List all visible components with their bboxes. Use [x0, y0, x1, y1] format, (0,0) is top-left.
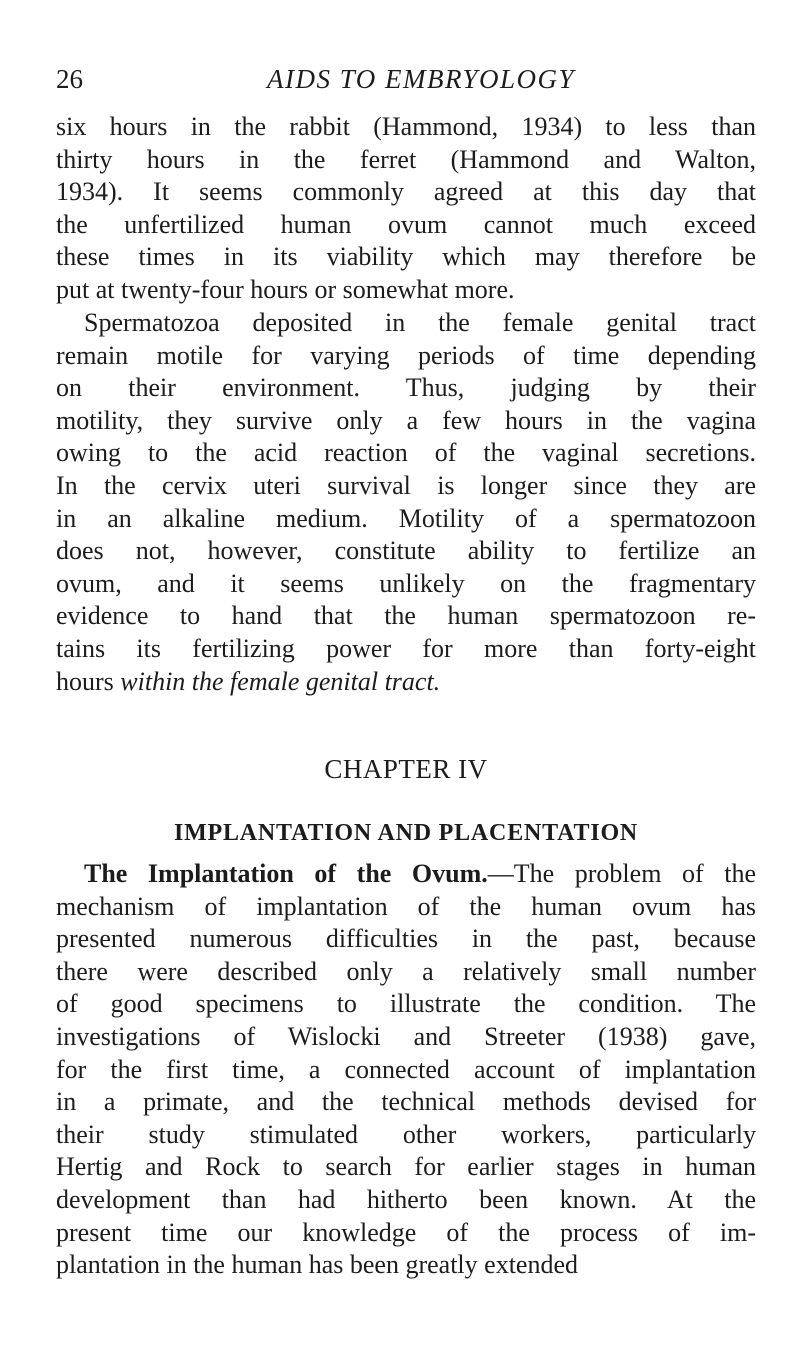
italic-text-run: within the female genital tract. [120, 666, 441, 696]
text-line: investigations of Wislocki and Streeter (1938) gave, [56, 1021, 756, 1051]
text-run: hours [56, 666, 121, 696]
chapter-number: CHAPTER IV [324, 754, 488, 784]
text-line: remain motile for varying periods of time depending [56, 340, 756, 370]
text-line: In the cervix uteri survival is longer since they are [56, 470, 756, 500]
paragraph-implantation [56, 858, 756, 1282]
text-line: for the first time, a connected account of implantation [56, 1054, 756, 1084]
text-line: plantation in the human has been greatly extended [56, 1250, 578, 1280]
text-line: development than had hitherto been known. At the [56, 1184, 756, 1214]
running-title: AIDS TO EMBRYOLOGY [266, 64, 576, 94]
text-line: of good specimens to illustrate the condition. The [56, 989, 756, 1019]
text-line: owing to the acid reaction of the vaginal secretions. [56, 438, 756, 468]
text-line: motility, they survive only a few hours in the vagina [56, 405, 756, 435]
text-line: mechanism of implantation of the human ovum has [56, 891, 756, 921]
page-number: 26 [56, 64, 83, 94]
text-line: evidence to hand that the human spermatozoon re- [56, 601, 756, 631]
text-line: in an alkaline medium. Motility of a spermatozoon [56, 503, 756, 533]
text-line: put at twenty-four hours or somewhat more. [56, 274, 515, 304]
text-line: does not, however, constitute ability to fertilize an [56, 536, 756, 566]
paragraph-continued [56, 111, 756, 307]
text-line: ovum, and it seems unlikely on the fragmentary [56, 568, 756, 598]
running-head [56, 62, 756, 96]
chapter-title: IMPLANTATION AND PLACENTATION [173, 820, 639, 846]
text-line: present time our knowledge of the process of im- [56, 1217, 756, 1247]
paragraph-spermatozoa [56, 307, 756, 698]
text-line: tains its fertilizing power for more than forty-eight [56, 633, 756, 663]
text-line: their study stimulated other workers, particularly [56, 1119, 756, 1149]
text-line: these times in its viability which may therefore be [56, 242, 756, 272]
text-line-final [56, 666, 756, 699]
text-line: there were described only a relatively small number [56, 956, 756, 986]
text-line: on their environment. Thus, judging by their [56, 373, 756, 403]
text-line: in a primate, and the technical methods devised for [56, 1087, 756, 1117]
text-line: 1934). It seems commonly agreed at this day that [56, 177, 756, 207]
text-line: the unfertilized human ovum cannot much exceed [56, 209, 756, 239]
text-line: Hertig and Rock to search for earlier stages in human [56, 1152, 756, 1182]
section-lead-heading: The Implantation of the Ovum. [84, 859, 488, 888]
text-run: —The problem of the [487, 859, 757, 888]
text-line: six hours in the rabbit (Hammond, 1934) to less than [56, 112, 756, 141]
text-line: presented numerous difficulties in the past, because [56, 924, 756, 954]
text-line: thirty hours in the ferret (Hammond and Walton, [56, 144, 756, 174]
text-line: Spermatozoa deposited in the female genital tract [84, 308, 756, 337]
text-line-lead [56, 858, 756, 891]
